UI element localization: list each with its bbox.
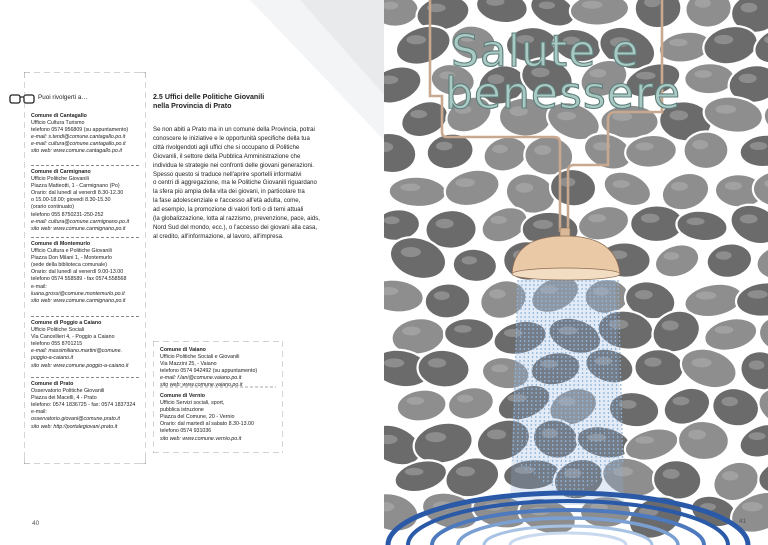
stone-highlight [534, 145, 551, 155]
stone-highlight [539, 2, 555, 10]
stone [384, 277, 425, 315]
stone-highlight [749, 432, 766, 440]
title-wordmark [445, 22, 725, 122]
stone-highlight [400, 183, 420, 191]
contact-name: Comune di Carmignano [31, 169, 91, 175]
contact-poggio-a-caiano [31, 320, 128, 370]
stone-highlight [436, 142, 453, 151]
stone-highlight [533, 220, 553, 229]
body-line: al credito, all'informazione, al lavoro, all'impresa. [153, 232, 284, 240]
stone-highlight [402, 326, 421, 335]
stone-highlight [644, 357, 661, 366]
stone-highlight [696, 292, 717, 300]
contact-carmignano [31, 169, 129, 233]
stone-highlight [455, 178, 475, 187]
stone [677, 420, 730, 461]
stone-highlight [487, 429, 506, 439]
stone-highlight [641, 214, 660, 223]
stone-highlight [687, 218, 705, 226]
contact-name: Comune di Cantagallo [31, 113, 87, 119]
divider [31, 165, 139, 166]
contact-line: o 15.00-18.00; giovedì 8.30-15.30 [31, 197, 111, 204]
stone-highlight [662, 320, 679, 330]
contact-line: Piazza Matteotti, 1 - Carmignano (Po) [31, 183, 120, 190]
stone [388, 176, 447, 208]
contact-line: Ufficio Politiche Sociali [31, 327, 85, 334]
body-line: Se non abiti a Prato ma in un comune della Provincia, potrai [153, 126, 315, 133]
stone-highlight [425, 432, 446, 442]
stone [651, 239, 704, 283]
stone-highlight [384, 358, 404, 367]
body-line: la fase adolescenziale e l'accesso all'età adulta, come, [153, 197, 301, 205]
stone-highlight [490, 216, 507, 224]
website-link[interactable]: sito web: www.comune.cantagallo.po.it [31, 148, 122, 155]
stone [451, 247, 498, 284]
section-title [153, 93, 264, 112]
section-title-line: nella Provincia di Prato [153, 102, 232, 111]
right-page [384, 0, 768, 545]
stone-highlight [491, 364, 508, 372]
website-link[interactable]: sito web: http://portalegiovani.prato.it [31, 423, 118, 430]
stone-highlight [663, 469, 680, 479]
stone-highlight [406, 35, 426, 44]
contact-line: Ufficio Servizi sociali, sport, [160, 400, 225, 407]
stone-highlight [740, 214, 758, 223]
website-link[interactable]: sito web: www.comune.carmignano.po.it [31, 297, 126, 304]
email-link[interactable]: e-mail: s.tendi@comune.cantagallo.po.it [31, 134, 126, 141]
body-line: (la globalizzazione, lotta al razzismo, prevenzione, pace, aids, [153, 215, 320, 223]
contact-line: telefono 0574 558589 - fax 0574.558568 [31, 276, 127, 283]
divider [31, 377, 139, 378]
contact-cantagallo [31, 113, 128, 156]
contact-vaiano [160, 347, 257, 390]
stone-highlight [671, 182, 688, 191]
contact-line: e-mail: [31, 283, 47, 290]
contact-name: Comune di Montemurlo [31, 241, 91, 247]
contact-line: (sede della biblioteca comunale) [31, 262, 107, 269]
stone-highlight [401, 247, 421, 257]
info-heading: Puoi rivolgerti a… [38, 94, 88, 101]
stone-highlight [492, 145, 508, 153]
title-line-1: Salute e [451, 26, 640, 77]
body-line: città rivolgendoti agli uffici che si occupano di Politiche [153, 143, 300, 151]
stone-highlight [405, 468, 424, 476]
stone-highlight [434, 291, 450, 300]
stone [444, 318, 495, 350]
website-link[interactable]: sito web: www.comune.vaiano.po.it [160, 382, 243, 389]
contact-line: Piazza del Comune, 20 - Vernio [160, 414, 235, 421]
stone-highlight [407, 397, 425, 405]
body-paragraph [153, 126, 354, 242]
body-line: ad esempio, la promozione di valori forti o di temi attuali [153, 206, 304, 214]
contact-line: telefono 0574 942492 (su appuntamento) [160, 368, 258, 375]
stone-highlight [663, 252, 679, 260]
body-line: Giovanili, il settore della Pubblica Amministrazione che [153, 152, 301, 160]
section-title-line: 2.5 Uffici delle Politiche Giovanili [153, 93, 265, 101]
stone-highlight [582, 1, 603, 9]
website-link[interactable]: sito web: www.comune.poggio-a-caiano.it [31, 362, 129, 369]
contact-line: telefono: 0574 1836725 - fax: 0574 1837324 [31, 402, 136, 409]
contact-line: telefono 055 8701215 [31, 341, 83, 348]
contact-line: Orario: dal martedì al sabato 8.30-13.00 [160, 421, 254, 428]
ripple-ring [510, 533, 626, 545]
stone-highlight [516, 183, 534, 193]
contact-line: Ufficio Politiche Giovanili [31, 176, 89, 183]
email-link[interactable]: e-mail: cultura@comune.cantagallo.po.it [31, 141, 126, 148]
email-link[interactable]: e-mail: f.lani@comune.vaiano.po.it [160, 375, 242, 382]
stone-highlight [722, 397, 738, 406]
stone-highlight [613, 180, 630, 188]
stone [683, 131, 729, 170]
email-link[interactable]: luana.grossi@comune.montemurlo.po.it [31, 290, 125, 297]
stone [754, 240, 768, 284]
body-line: Spesso questo si traduce nell'aprire sportelli informativi [153, 170, 302, 178]
email-link[interactable]: osservatorio.giovani@comune.prato.it [31, 416, 120, 423]
stone-highlight [673, 397, 690, 406]
stone-highlight [749, 360, 765, 369]
contact-line: Orario: dal lunedì al venerdì 9.00-13.00 [31, 269, 124, 276]
email-link[interactable]: e-mail: massimiliano.martini@comune. [31, 348, 123, 355]
stone [441, 164, 503, 211]
website-link[interactable]: sito web: www.comune.vernio.po.it [160, 435, 242, 442]
stone-highlight [428, 358, 446, 367]
email-link[interactable]: poggio-a-caiano.it [31, 355, 74, 362]
contact-line: (orario continuato) [31, 204, 74, 211]
stone-highlight [692, 140, 708, 149]
stone-highlight [716, 251, 732, 260]
stone [704, 240, 755, 281]
stone-highlight [692, 358, 712, 367]
divider [31, 316, 139, 317]
stone [633, 348, 684, 388]
stone-highlight [741, 3, 758, 13]
stone-highlight [384, 216, 400, 224]
stone-highlight [688, 430, 706, 440]
stone-highlight [462, 256, 478, 264]
contact-line: telefono 0574 931036 [160, 428, 212, 435]
stone-highlight [715, 326, 734, 334]
stone [445, 383, 497, 423]
email-link[interactable]: e-mail: cultura@comune.carmignano.po.it [31, 218, 130, 225]
website-link[interactable]: sito web: www.comune.carmignano.po.it [31, 225, 126, 232]
stone-highlight [588, 214, 606, 222]
contact-line: Piazza Don Milani 1, - Montemurlo [31, 255, 112, 262]
stone-highlight [725, 182, 742, 190]
contact-line: Ufficio Cultura Turismo [31, 120, 85, 127]
contact-line: Via Cancellieri 4, - Poggio a Caiano [31, 334, 115, 341]
stone-highlight [635, 142, 653, 150]
stone-highlight [457, 395, 473, 403]
contact-line: pubblica istruzione [160, 407, 204, 414]
title-line-2: benessere [445, 68, 682, 119]
page-number-right: 41 [739, 518, 747, 525]
stone [549, 167, 598, 208]
stone-highlight [748, 290, 768, 299]
page-number-left: 40 [32, 520, 40, 527]
contact-vernio [160, 393, 254, 443]
contact-line: Orario: dal lunedì al venerdì 8.30-12.30 [31, 190, 124, 197]
water-streams [510, 280, 624, 505]
stone [423, 282, 471, 320]
divider [31, 237, 139, 238]
contact-line: Piazza dei Macelli, 4 - Prato [31, 395, 97, 402]
contact-line: telefono 055 8750231-250-252 [31, 211, 104, 218]
contact-prato [31, 381, 135, 431]
water-veil [510, 280, 624, 505]
stone-highlight [410, 110, 427, 118]
contact-name: Comune di Poggio a Caiano [31, 320, 102, 326]
contact-name: Comune di Vernio [160, 393, 206, 399]
contact-montemurlo [31, 241, 126, 305]
contact-line: telefono 0574 956809 (su appuntamento) [31, 127, 129, 134]
contact-name: Comune di Vaiano [160, 347, 206, 353]
stone [738, 132, 768, 169]
stone-highlight [456, 467, 475, 477]
contact-line: Osservatorio Politiche Giovanili [31, 388, 105, 395]
body-line: o centri di aggregazione, ma le Politiche Giovanili riguardano [153, 179, 317, 187]
contact-line: Via Mazzini 25, - Vaiano [160, 361, 217, 368]
body-line: individua le strategie nei confronti delle giovani generazioni. [153, 161, 314, 169]
stone-highlight [436, 219, 454, 229]
stone-highlight [489, 289, 506, 298]
body-line: la sfera più ampia della vita dei giovani, in particolare tra [153, 188, 305, 196]
stone-highlight [750, 142, 768, 150]
body-line: conoscere le iniziative e le opportunità specifiche della tua [153, 134, 310, 142]
body-line: Nord Sud del mondo, ecc.), o l'accesso dei giovani alla casa, [153, 223, 318, 231]
stone-highlight [722, 471, 738, 480]
stone-highlight [454, 325, 472, 333]
stone [395, 387, 449, 424]
stone [675, 208, 729, 243]
stone-highlight [635, 436, 654, 444]
contact-line: e-mail: [31, 409, 47, 416]
stone-highlight [739, 74, 757, 83]
stone-highlight [742, 502, 763, 511]
stone [734, 280, 768, 320]
contact-name: Comune di Prato [31, 381, 74, 387]
contact-line: Ufficio Cultura e Politiche Giovanili [31, 248, 112, 255]
contact-line: Ufficio Politiche Sociali e Giovanili [160, 354, 240, 361]
stone-highlight [635, 290, 653, 299]
